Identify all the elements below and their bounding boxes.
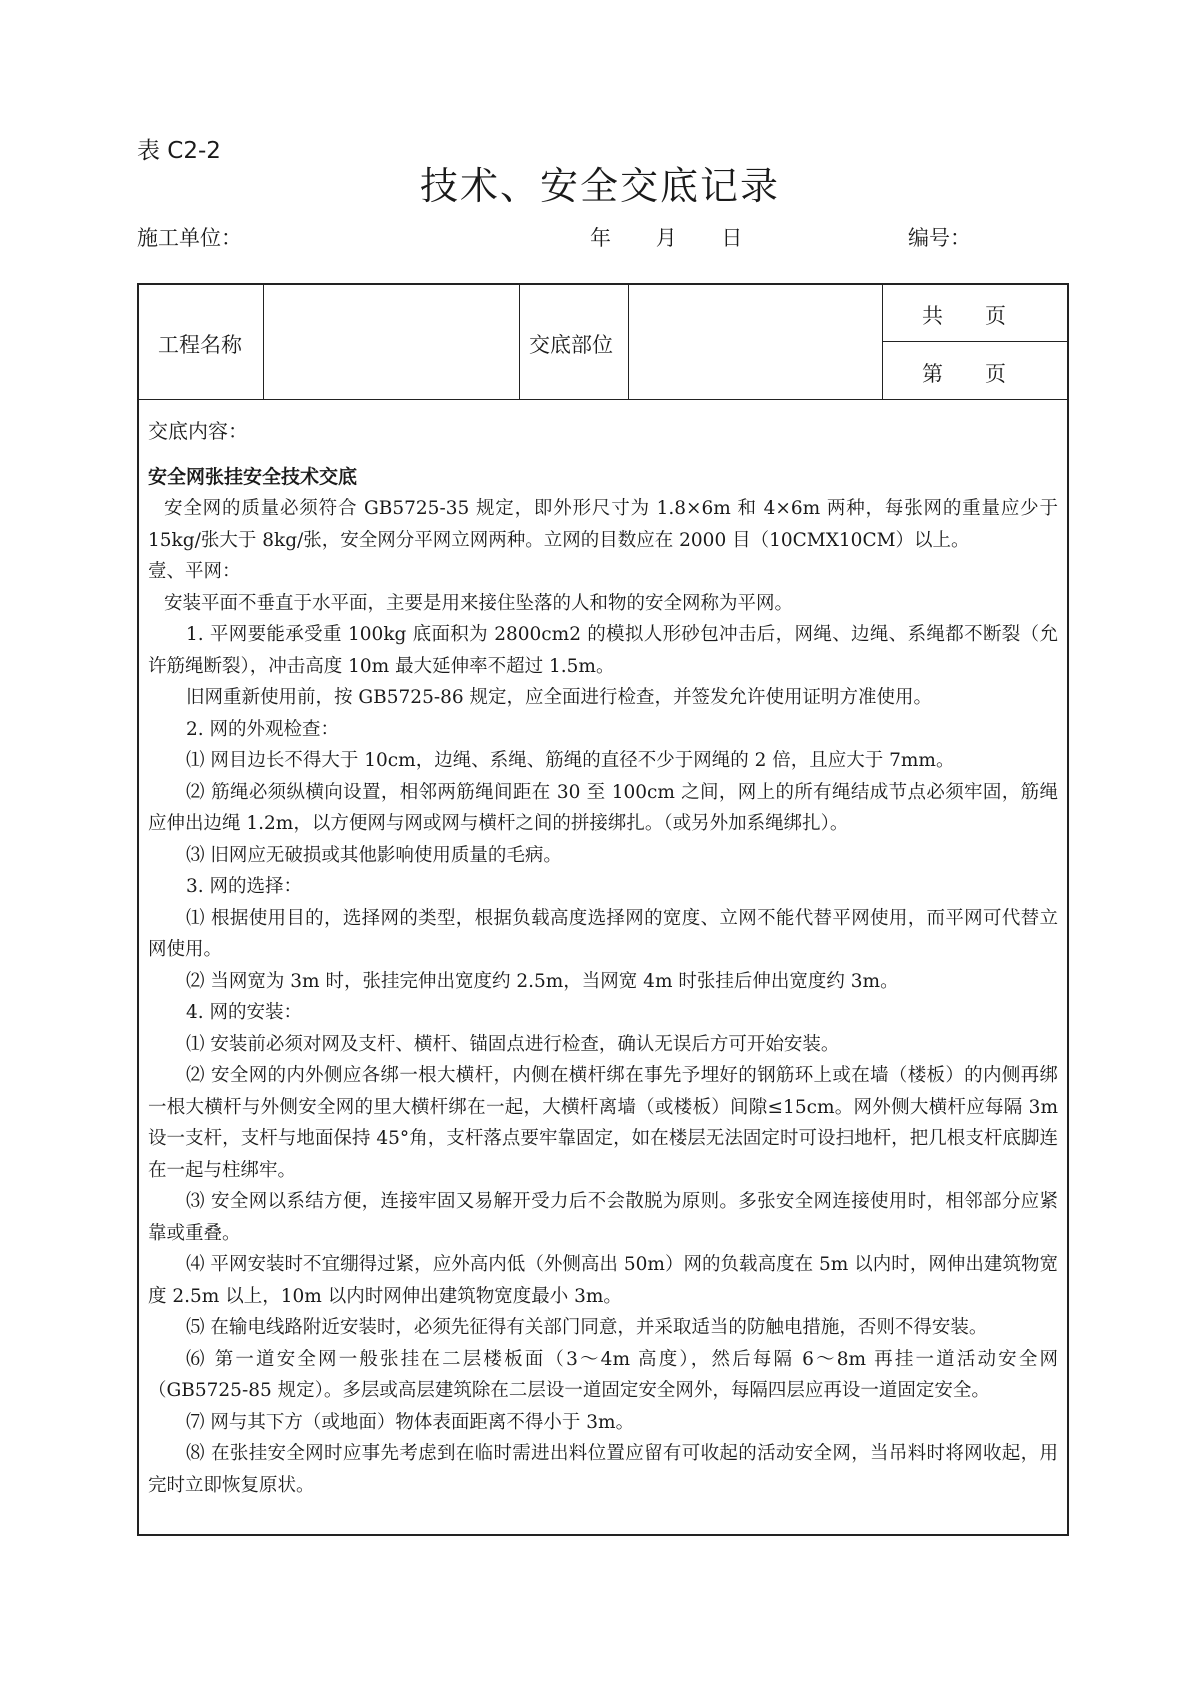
content-paragraph: ⑹ 第一道安全网一般张挂在二层楼板面（3～4m 高度），然后每隔 6～8m 再挂一道活动安全网（GB5725-85 规定）。多层或高层建筑除在二层设一道固定安全网外，每隔四层应再设一道固定安全。: [148, 1348, 1058, 1401]
content-paragraph: ⑻ 在张挂安全网时应事先考虑到在临时需进出料位置应留有可收起的活动安全网，当吊料时将网收起，用完时立即恢复原状。: [148, 1443, 1058, 1496]
content-paragraph: ⑸ 在输电线路附近安装时，必须先征得有关部门同意，并采取适当的防触电措施，否则不得安装。: [186, 1317, 988, 1338]
form-code: 表 C2-2: [137, 138, 221, 164]
content-paragraph: ⑶ 安全网以系结方便，连接牢固又易解开受力后不会散脱为原则。多张安全网连接使用时，相邻部分应紧靠或重叠。: [148, 1191, 1058, 1244]
date-day-label: 日: [721, 226, 743, 250]
page-number-label: 第 页: [922, 362, 1006, 386]
document-title: 技术、安全交底记录: [419, 164, 780, 208]
content-paragraph: 旧网重新使用前，按 GB5725-86 规定，应全面进行检查，并签发允许使用证明方准使用。: [186, 687, 933, 708]
content-label: 交底内容：: [148, 419, 248, 443]
content-paragraph: 安全网的质量必须符合 GB5725-35 规定，即外形尺寸为 1.8×6m 和 4×6m 两种，每张网的重量应少于 15kg/张大于 8kg/张，安全网分平网立网两种。立网的目数应在 2000 目（10CMX10CM）以上。: [148, 498, 1058, 551]
content-heading: 安全网张挂安全技术交底: [148, 465, 358, 488]
content-paragraph: 3. 网的选择：: [186, 876, 303, 897]
content-paragraph: ⑵ 安全网的内外侧应各绑一根大横杆，内侧在横杆绑在事先予埋好的钢筋环上或在墙（楼板）的内侧再绑一根大横杆与外侧安全网的里大横杆绑在一起，大横杆离墙（或楼板）间隙≤15cm。网外侧大横杆应每隔 3m 设一支杆，支杆与地面保持 45°角，支杆落点要牢靠固定，如在楼层无法固定时可设扫地杆，把几根支杆底脚连在一起与柱绑牢。: [148, 1065, 1058, 1181]
content-paragraph: ⑴ 安装前必须对网及支杆、横杆、锚固点进行检查，确认无误后方可开始安装。: [186, 1033, 840, 1055]
content-paragraph: 安装平面不垂直于水平面，主要是用来接住坠落的人和物的安全网称为平网。: [164, 592, 794, 614]
content-paragraph: 2. 网的外观检查：: [186, 718, 340, 740]
content-paragraph: ⑶ 旧网应无破损或其他影响使用质量的毛病。: [186, 844, 562, 866]
col-divider-3: [628, 283, 629, 399]
handover-part-label: 交底部位: [529, 333, 613, 357]
project-name-label: 工程名称: [158, 333, 242, 357]
content-paragraph: ⑵ 当网宽为 3m 时，张挂完伸出宽度约 2.5m，当网宽 4m 时张挂后伸出宽度约 3m。: [186, 970, 899, 992]
content-paragraph: ⑷ 平网安装时不宜绷得过紧，应外高内低（外侧高出 50m）网的负载高度在 5m 以内时，网伸出建筑物宽度 2.5m 以上，10m 以内时网伸出建筑物宽度最小 3m。: [148, 1254, 1058, 1307]
date-month-label: 月: [655, 226, 677, 250]
handover-content: [148, 416, 1058, 1501]
date-field: [590, 222, 780, 252]
content-paragraph: 1. 平网要能承受重 100kg 底面积为 2800cm2 的模拟人形砂包冲击后，网绳、边绳、系绳都不断裂（允许筋绳断裂），冲击高度 10m 最大延伸率不超过 1.5m。: [148, 624, 1058, 677]
col-divider-2: [519, 283, 520, 399]
content-paragraph: ⑴ 根据使用目的，选择网的类型，根据负载高度选择网的宽度、立网不能代替平网使用，而平网可代替立网使用。: [148, 907, 1058, 960]
content-paragraph: 4. 网的安装：: [186, 1002, 303, 1023]
col-divider-1: [263, 283, 264, 399]
header-row-divider: [137, 399, 1069, 400]
document-number-label: 编号：: [908, 226, 971, 250]
content-paragraphs: [148, 493, 1058, 1501]
content-paragraph: ⑴ 网目边长不得大于 10cm，边绳、系绳、筋绳的直径不少于网绳的 2 倍，且应大于 7mm。: [186, 750, 955, 771]
construction-unit-label: 施工单位：: [137, 226, 242, 250]
content-paragraph: 壹、平网：: [148, 561, 241, 582]
content-paragraph: ⑵ 筋绳必须纵横向设置，相邻两筋绳间距在 30 至 100cm 之间，网上的所有绳结成节点必须牢固，筋绳应伸出边绳 1.2m，以方便网与网或网与横杆之间的拼接绑扎。（或另外加系绳绑扎）。: [148, 781, 1058, 834]
total-pages-label: 共 页: [922, 304, 1006, 328]
content-paragraph: ⑺ 网与其下方（或地面）物体表面距离不得小于 3m。: [186, 1411, 635, 1433]
page-cell-divider: [882, 341, 1069, 342]
date-year-label: 年: [590, 226, 611, 250]
